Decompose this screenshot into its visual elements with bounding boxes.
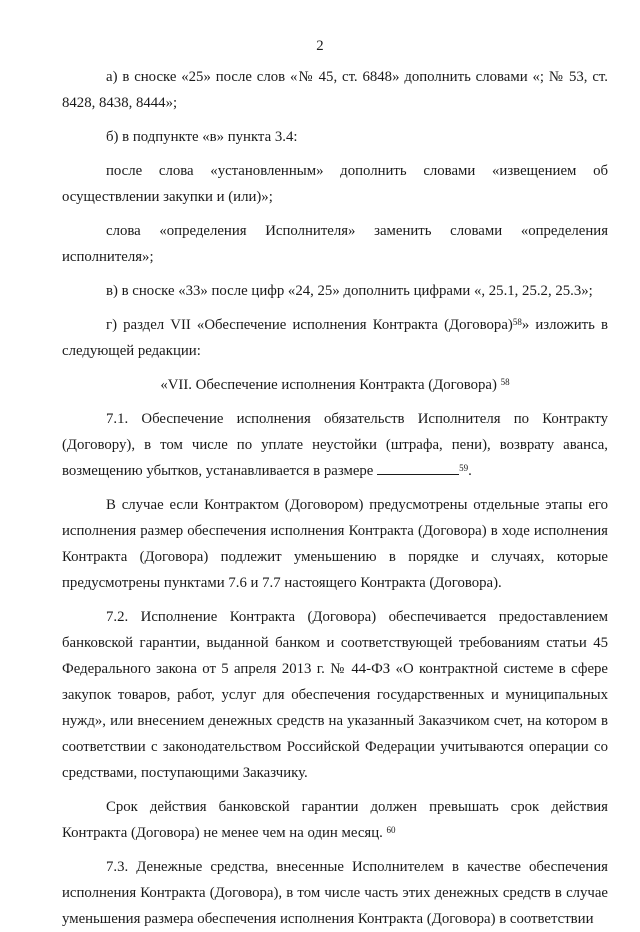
page-number: 2 <box>316 38 324 54</box>
footnote-ref: 58 <box>512 317 522 327</box>
footnote-ref: 59 <box>459 463 469 473</box>
footnote-ref: 58 <box>500 377 510 387</box>
text-span: » изложить в следующей редакции: <box>62 317 608 359</box>
text-span: 7.1. Обеспечение исполнения обязательств Исполнителя по Контракту (Договору), в том числе по уплате неустойки (штрафа, пени), возврату аванса, возмещению убытков, устанавливается в размере <box>62 411 608 479</box>
paragraph-after-word: после слова «установленным» дополнить словами «извещением об осуществлении закупки и (или)»; <box>62 163 608 205</box>
paragraph-7-2: 7.2. Исполнение Контракта (Договора) обеспечивается предоставлением банковской гарантии, выданной банком и соответствующей требованиям статьи 45 Федерального закона от 5 апреля 2013 г. № 44-ФЗ «О контрактной системе в сфере закупок товаров, работ, услуг для обеспечения государственных и муниципальных нужд», или внесением денежных средств на указанный Заказчиком счет, на котором в соответствии с законодательством Российской Федерации учитываются операции со средствами, поступающими Заказчику. <box>62 609 608 781</box>
paragraph-7-3: 7.3. Денежные средства, внесенные Исполнителем в качестве обеспечения исполнения Контракта (Договора), в том числе часть этих денежных средств в случае уменьшения размера обеспечения исполнения Контракта (Договора) в соответствии <box>62 859 608 927</box>
paragraph-subitem-v: б) в подпункте «в» пункта 3.4: <box>106 129 298 145</box>
paragraph-replace-words: слова «определения Исполнителя» заменить словами «определения исполнителя»; <box>62 223 608 265</box>
paragraph-section-vii-intro <box>62 312 608 364</box>
section-heading <box>62 372 608 398</box>
paragraph-stages: В случае если Контрактом (Договором) предусмотрены отдельные этапы его исполнения размер обеспечения исполнения Контракта (Договора) в ходе исполнения Контракта (Договора) подлежит уменьшению в порядке и случаях, которые предусмотрены пунктами 7.6 и 7.7 настоящего Контракта (Договора). <box>62 497 608 591</box>
footnote-ref: 60 <box>386 825 396 835</box>
paragraph-7-1 <box>62 406 608 484</box>
fill-in-blank <box>377 462 459 475</box>
paragraph-guarantee-term <box>62 794 608 846</box>
paragraph-footnote-25: а) в сноске «25» после слов «№ 45, ст. 6848» дополнить словами «; № 53, ст. 8428, 8438, 8444»; <box>62 69 608 111</box>
text-span: г) раздел VII «Обеспечение исполнения Контракта (Договора) <box>106 317 513 333</box>
document-body <box>62 64 608 932</box>
paragraph-footnote-33: в) в сноске «33» после цифр «24, 25» дополнить цифрами «, 25.1, 25.2, 25.3»; <box>106 283 593 299</box>
text-span: . <box>468 463 472 479</box>
text-span: Срок действия банковской гарантии должен превышать срок действия Контракта (Договора) не менее чем на один месяц. <box>62 799 608 841</box>
section-heading-text: «VII. Обеспечение исполнения Контракта (Договора) <box>160 377 497 393</box>
